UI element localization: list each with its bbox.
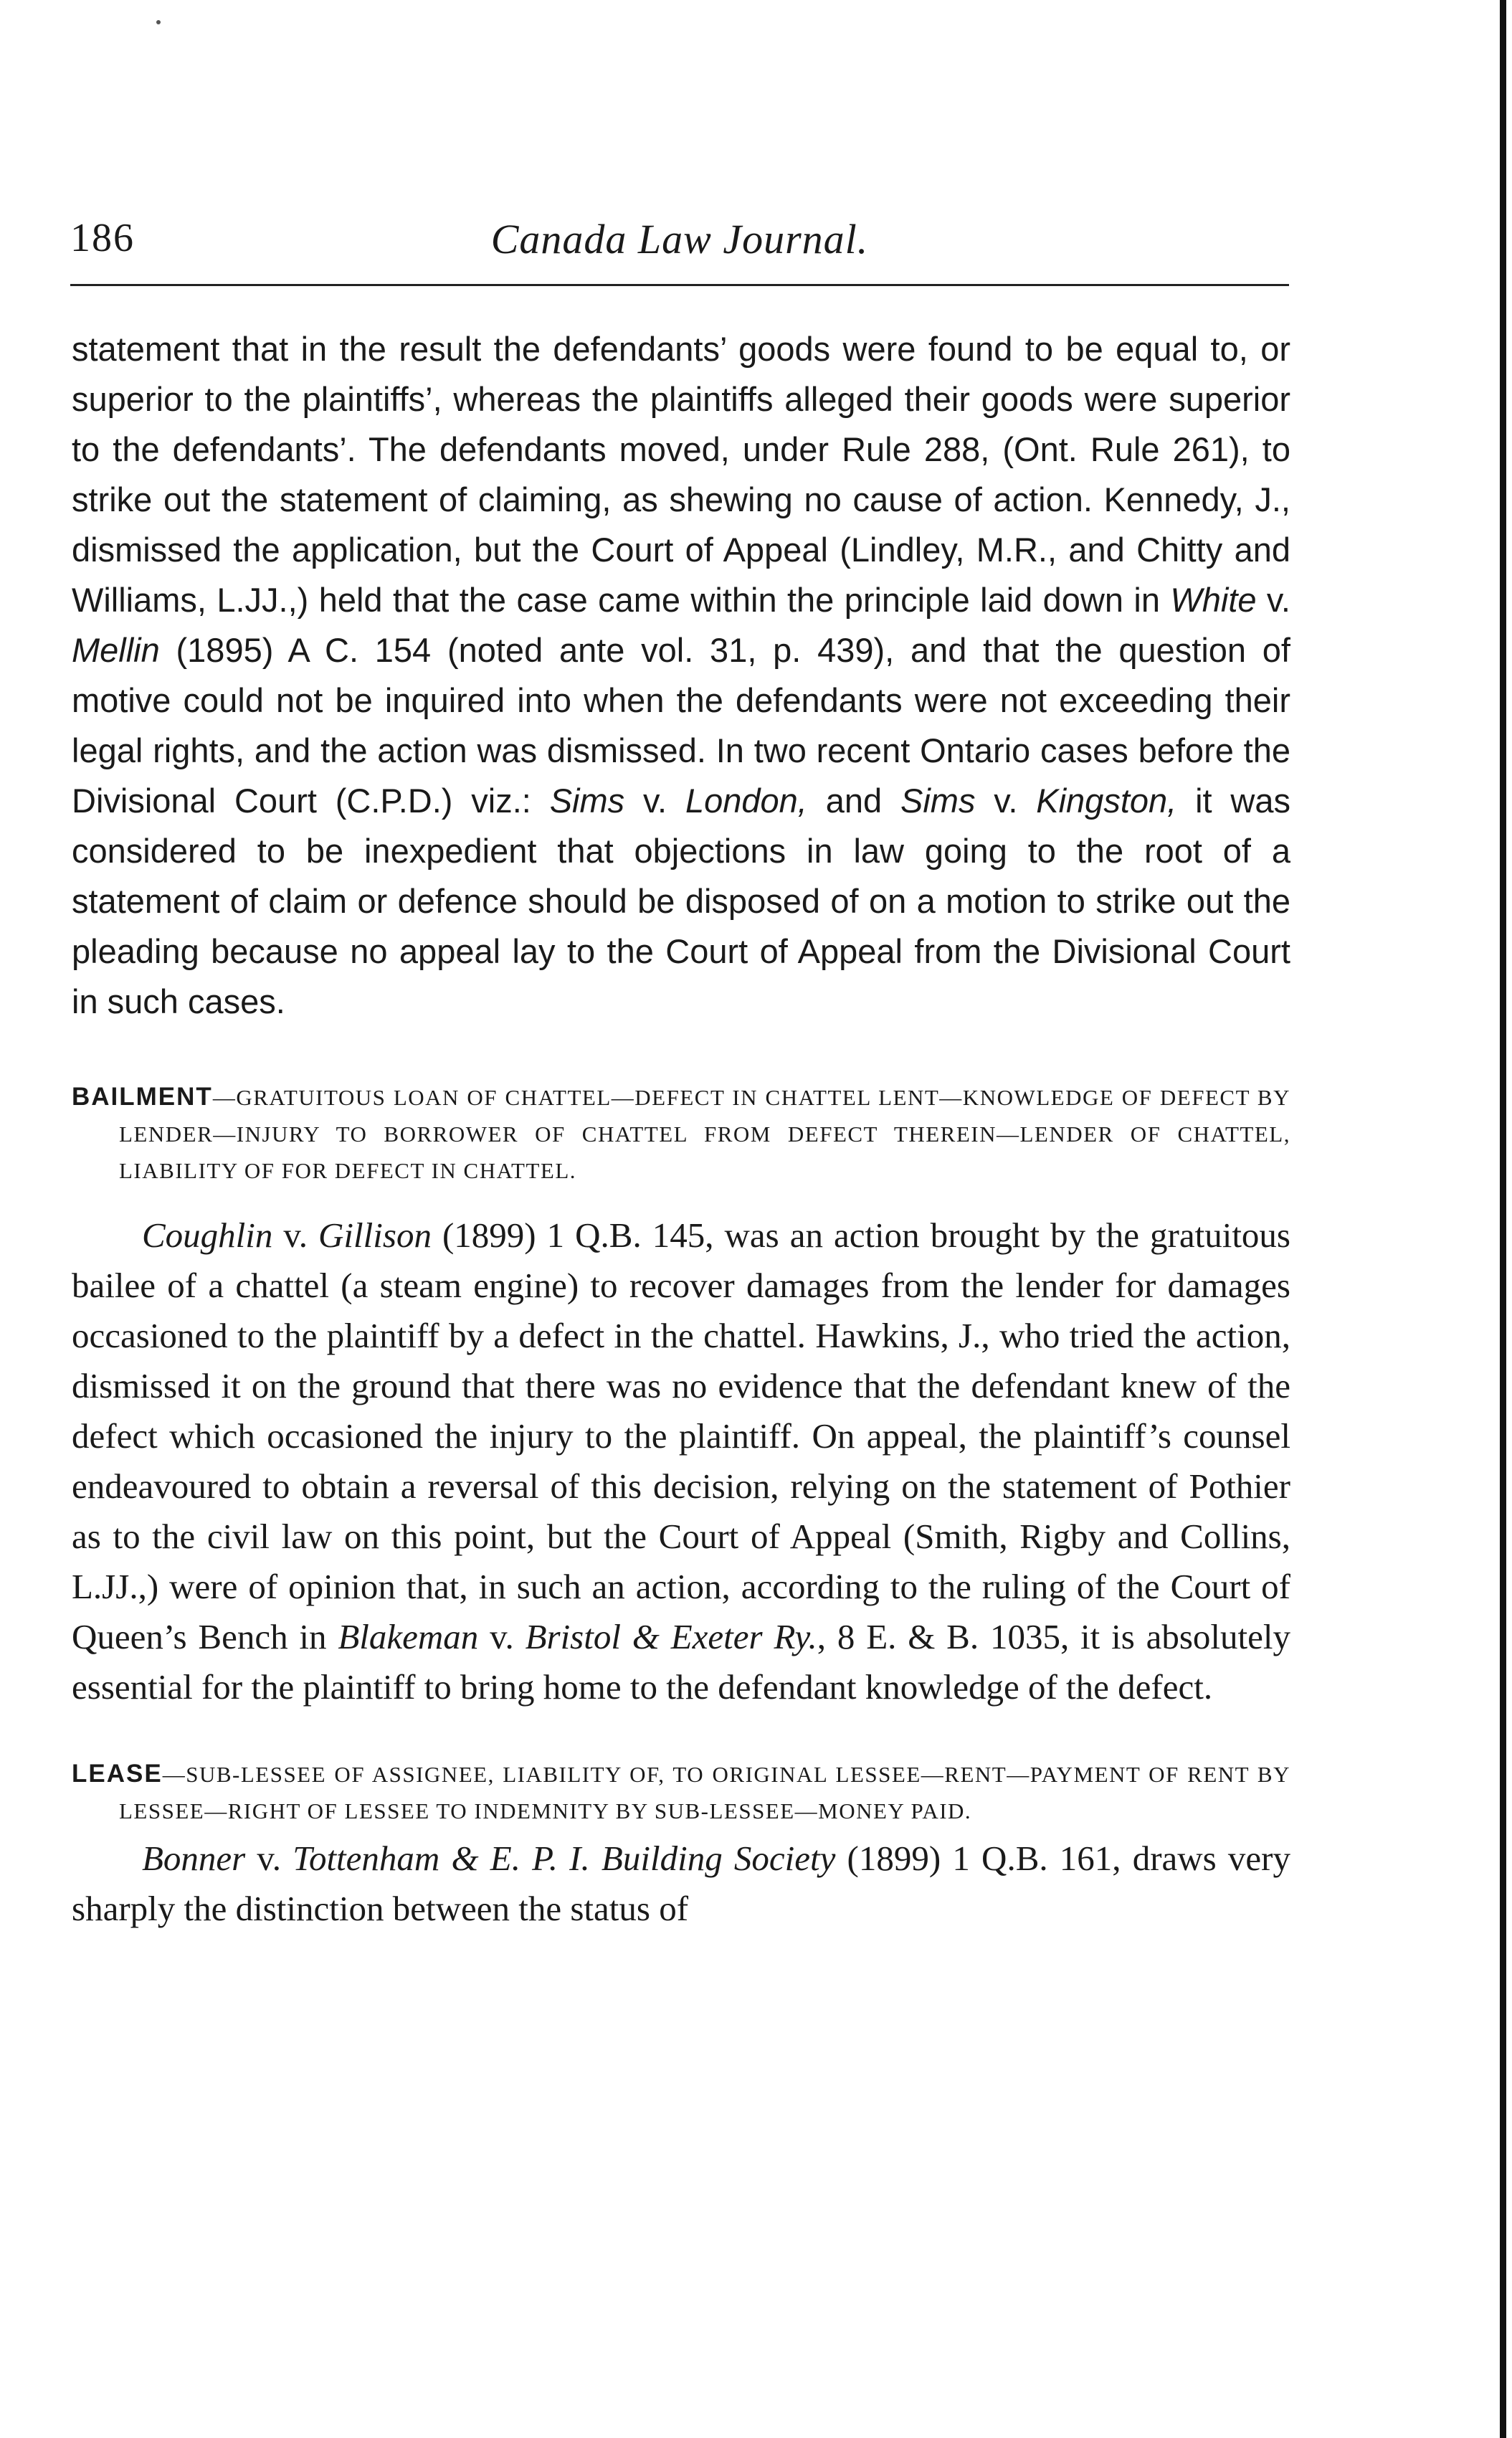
page-edge-shadow — [1500, 0, 1506, 2438]
header-rule — [70, 284, 1289, 286]
case-name: Kingston, — [1036, 782, 1177, 820]
case-name: Blakeman — [338, 1617, 479, 1656]
case-name: London, — [685, 782, 807, 820]
section-keyword: BAILMENT — [72, 1083, 213, 1111]
headnote-text: —SUB-LESSEE OF ASSIGNEE, LIABILITY OF, TO ORIGINAL LESSEE—RENT—PAYMENT OF RENT BY LESSEE—RIGHT OF LESSEE TO INDEMNITY BY SUB-LESSEE—MONEY PAID. — [119, 1762, 1290, 1823]
case-name: White — [1170, 581, 1257, 619]
text-run: it was considered to be inexpedient that objections in law going to the root of a statement of claim or defence should be disposed of on a motion to strike out the pleading because no appeal lay to the Court of Appeal from the Divisional Court in such cases. — [72, 782, 1291, 1020]
text-run: v. — [975, 782, 1037, 820]
case-name: Gillison — [318, 1215, 432, 1255]
section-keyword: LEASE — [72, 1760, 163, 1788]
case-name: Bristol & Exeter Ry. — [525, 1617, 817, 1656]
text-run: (1895) A C. 154 (noted ante vol. 31, p. 439), and that the question of motive could not be inquired into when the defendants were not exceeding their legal rights, and the action was dismissed. In two recent Ontario cases before the Divisional Court (C.P.D.) viz.: — [72, 631, 1290, 820]
text-run: v. — [245, 1839, 293, 1878]
case-name: Bonner — [142, 1839, 246, 1878]
text-run: v. — [272, 1215, 319, 1255]
headnote-text: —GRATUITOUS LOAN OF CHATTEL—DEFECT IN CHATTEL LENT—KNOWLEDGE OF DEFECT BY LENDER—INJURY TO BORROWER OF CHATTEL FROM DEFECT THEREIN—LENDER OF CHATTEL, LIABILITY OF FOR DEFECT IN CHATTEL. — [119, 1085, 1290, 1183]
case-name: Tottenham & E. P. I. Building Society — [293, 1839, 836, 1878]
text-run: , 8 E. & B. 1035, it is absolutely essential for the plaintiff to bring home to the defendant knowledge of the defect. — [72, 1617, 1291, 1707]
text-run: v. — [478, 1617, 526, 1656]
text-run: (1899) 1 Q.B. 145, was an action brought by the gratuitous bailee of a chattel (a steam engine) to recover damages from the lender for damages occasioned to the plaintiff by a defect in the chattel. Hawkins, J., who tried the action, dismissed it on the ground that there was no evidence that the defendant knew of the defect which occasioned the injury to the plaintiff. On appeal, the plaintiff’s counsel endeavoured to obtain a reversal of this decision, relying on the statement of Pothier as to the civil law on this point, but the Court of Appeal (Smith, Rigby and Collins, L.JJ.,) were of opinion that, in such an action, according to the ruling of the Court of Queen’s Bench in — [72, 1215, 1290, 1656]
bailment-headnote — [72, 1078, 1290, 1189]
page-header — [70, 215, 1289, 272]
case-name: Mellin — [72, 631, 160, 669]
bailment-paragraph — [72, 1210, 1290, 1712]
lease-paragraph — [72, 1834, 1290, 1934]
page-number: 186 — [70, 216, 135, 260]
ink-speck — [156, 20, 161, 24]
continued-paragraph — [72, 324, 1290, 1027]
text-run: (1899) 1 Q.B. 161, draws very sharply the distinction between the status of — [72, 1839, 1291, 1928]
case-name: Coughlin — [142, 1215, 273, 1255]
lease-headnote — [72, 1755, 1290, 1829]
case-name: Sims — [549, 782, 625, 820]
page-body — [72, 324, 1290, 1934]
text-run: v. — [624, 782, 685, 820]
case-name: Sims — [900, 782, 976, 820]
text-run: statement that in the result the defendants’ goods were found to be equal to, or superior to the plaintiffs’, whereas the plaintiffs alleged their goods were superior to the defendants’. The defendants moved, under Rule 288, (Ont. Rule 261), to strike out the statement of claiming, as shewing no cause of action. Kennedy, J., dismissed the application, but the Court of Appeal (Lindley, M.R., and Chitty and Williams, L.JJ.,) held that the case came within the principle laid down in — [72, 330, 1290, 619]
text-run: v. — [1256, 581, 1290, 619]
running-title: Canada Law Journal. — [490, 216, 869, 262]
text-run: and — [807, 782, 900, 820]
